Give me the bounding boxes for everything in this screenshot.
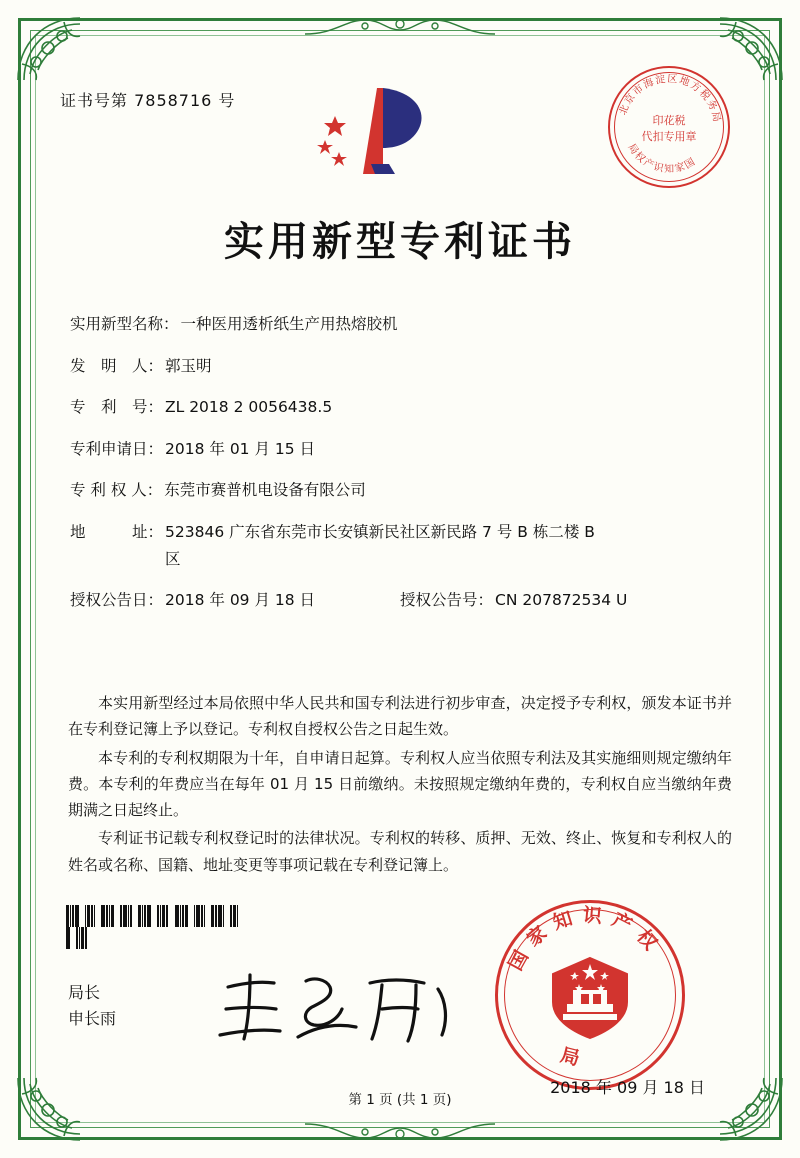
svg-text:北京市海淀区地方税务局: 北京市海淀区地方税务局 — [617, 73, 723, 125]
field-patent-number — [70, 398, 730, 417]
field-utility-model-name — [70, 315, 730, 334]
field-value: 东莞市赛普机电设备有限公司 — [164, 481, 366, 500]
field-label: 专利申请日： — [70, 439, 164, 458]
official-seal — [495, 900, 685, 1090]
svg-text:印花税: 印花税 — [652, 114, 686, 127]
field-value: 一种医用透析纸生产用热熔胶机 — [180, 315, 398, 333]
svg-text:代扣专用章: 代扣专用章 — [641, 130, 697, 143]
field-value: ZL 2018 2 0056438.5 — [165, 398, 333, 417]
paragraph-1: 本实用新型经过本局依照中华人民共和国专利法进行初步审查，决定授予专利权，颁发本证书并在专利登记簿上予以登记。专利权自授权公告之日起生效。 — [68, 694, 732, 739]
field-value: 2018 年 01 月 15 日 — [165, 439, 316, 458]
barcode — [66, 905, 241, 927]
field-patentee — [70, 481, 730, 500]
issue-date: 2018 年 09 月 18 日 — [550, 1078, 705, 1097]
field-label: 授权公告日： — [70, 591, 164, 610]
field-label: 实用新型名称： — [70, 315, 179, 333]
field-application-date — [70, 440, 730, 459]
field-list — [70, 315, 730, 628]
legal-text — [68, 690, 732, 880]
director-name: 申长雨 — [68, 1009, 117, 1028]
page-footer: 第 1 页 (共 1 页) — [348, 1092, 452, 1108]
field-inventor — [70, 357, 730, 376]
field-label: 授权公告号： — [400, 591, 494, 610]
field-grant-number — [400, 591, 627, 610]
paragraph-3: 专利证书记载专利权登记时的法律状况。专利权的转移、质押、无效、终止、恢复和专利权人的姓名或名称、国籍、地址变更等事项记载在专利登记簿上。 — [68, 829, 732, 874]
certificate-number: 证书号第 7858716 号 — [60, 91, 236, 110]
field-grant-date — [70, 591, 400, 610]
paragraph-2: 本专利的专利权期限为十年，自申请日起算。专利权人应当依照专利法及其实施细则规定缴纳年费。本专利的年费应当在每年 01 月 15 日前缴纳。未按照规定缴纳年费的，专利权自应当缴纳年费期满之日起终止。 — [68, 748, 732, 819]
field-label: 专 利 权 人： — [70, 481, 163, 500]
cnipa-logo — [305, 78, 445, 188]
field-label: 发 明 人： — [70, 356, 164, 375]
address-line-2: 区 — [165, 549, 181, 568]
svg-text:局权产识知家国: 局权产识知家国 — [625, 142, 699, 176]
field-address — [70, 523, 730, 568]
field-label: 地 址： — [70, 522, 164, 541]
field-value: 郭玉明 — [165, 356, 212, 375]
field-value: CN 207872534 U — [495, 591, 628, 610]
address-line-1: 523846 广东省东莞市长安镇新民社区新民路 7 号 B 栋二楼 B — [165, 522, 595, 541]
field-value: 2018 年 09 月 18 日 — [165, 591, 316, 610]
svg-text:局: 局 — [558, 1044, 591, 1073]
field-label: 专 利 号： — [70, 398, 164, 417]
director-block — [68, 980, 116, 1032]
svg-text:国家知识产权: 国家知识产权 — [504, 904, 668, 975]
director-label: 局长 — [68, 983, 101, 1002]
signature-handwriting — [210, 965, 460, 1055]
page-title: 实用新型专利证书 — [224, 219, 576, 265]
field-grant-row — [70, 591, 730, 610]
certificate-body — [60, 60, 740, 1108]
tax-stamp-seal — [608, 66, 730, 188]
